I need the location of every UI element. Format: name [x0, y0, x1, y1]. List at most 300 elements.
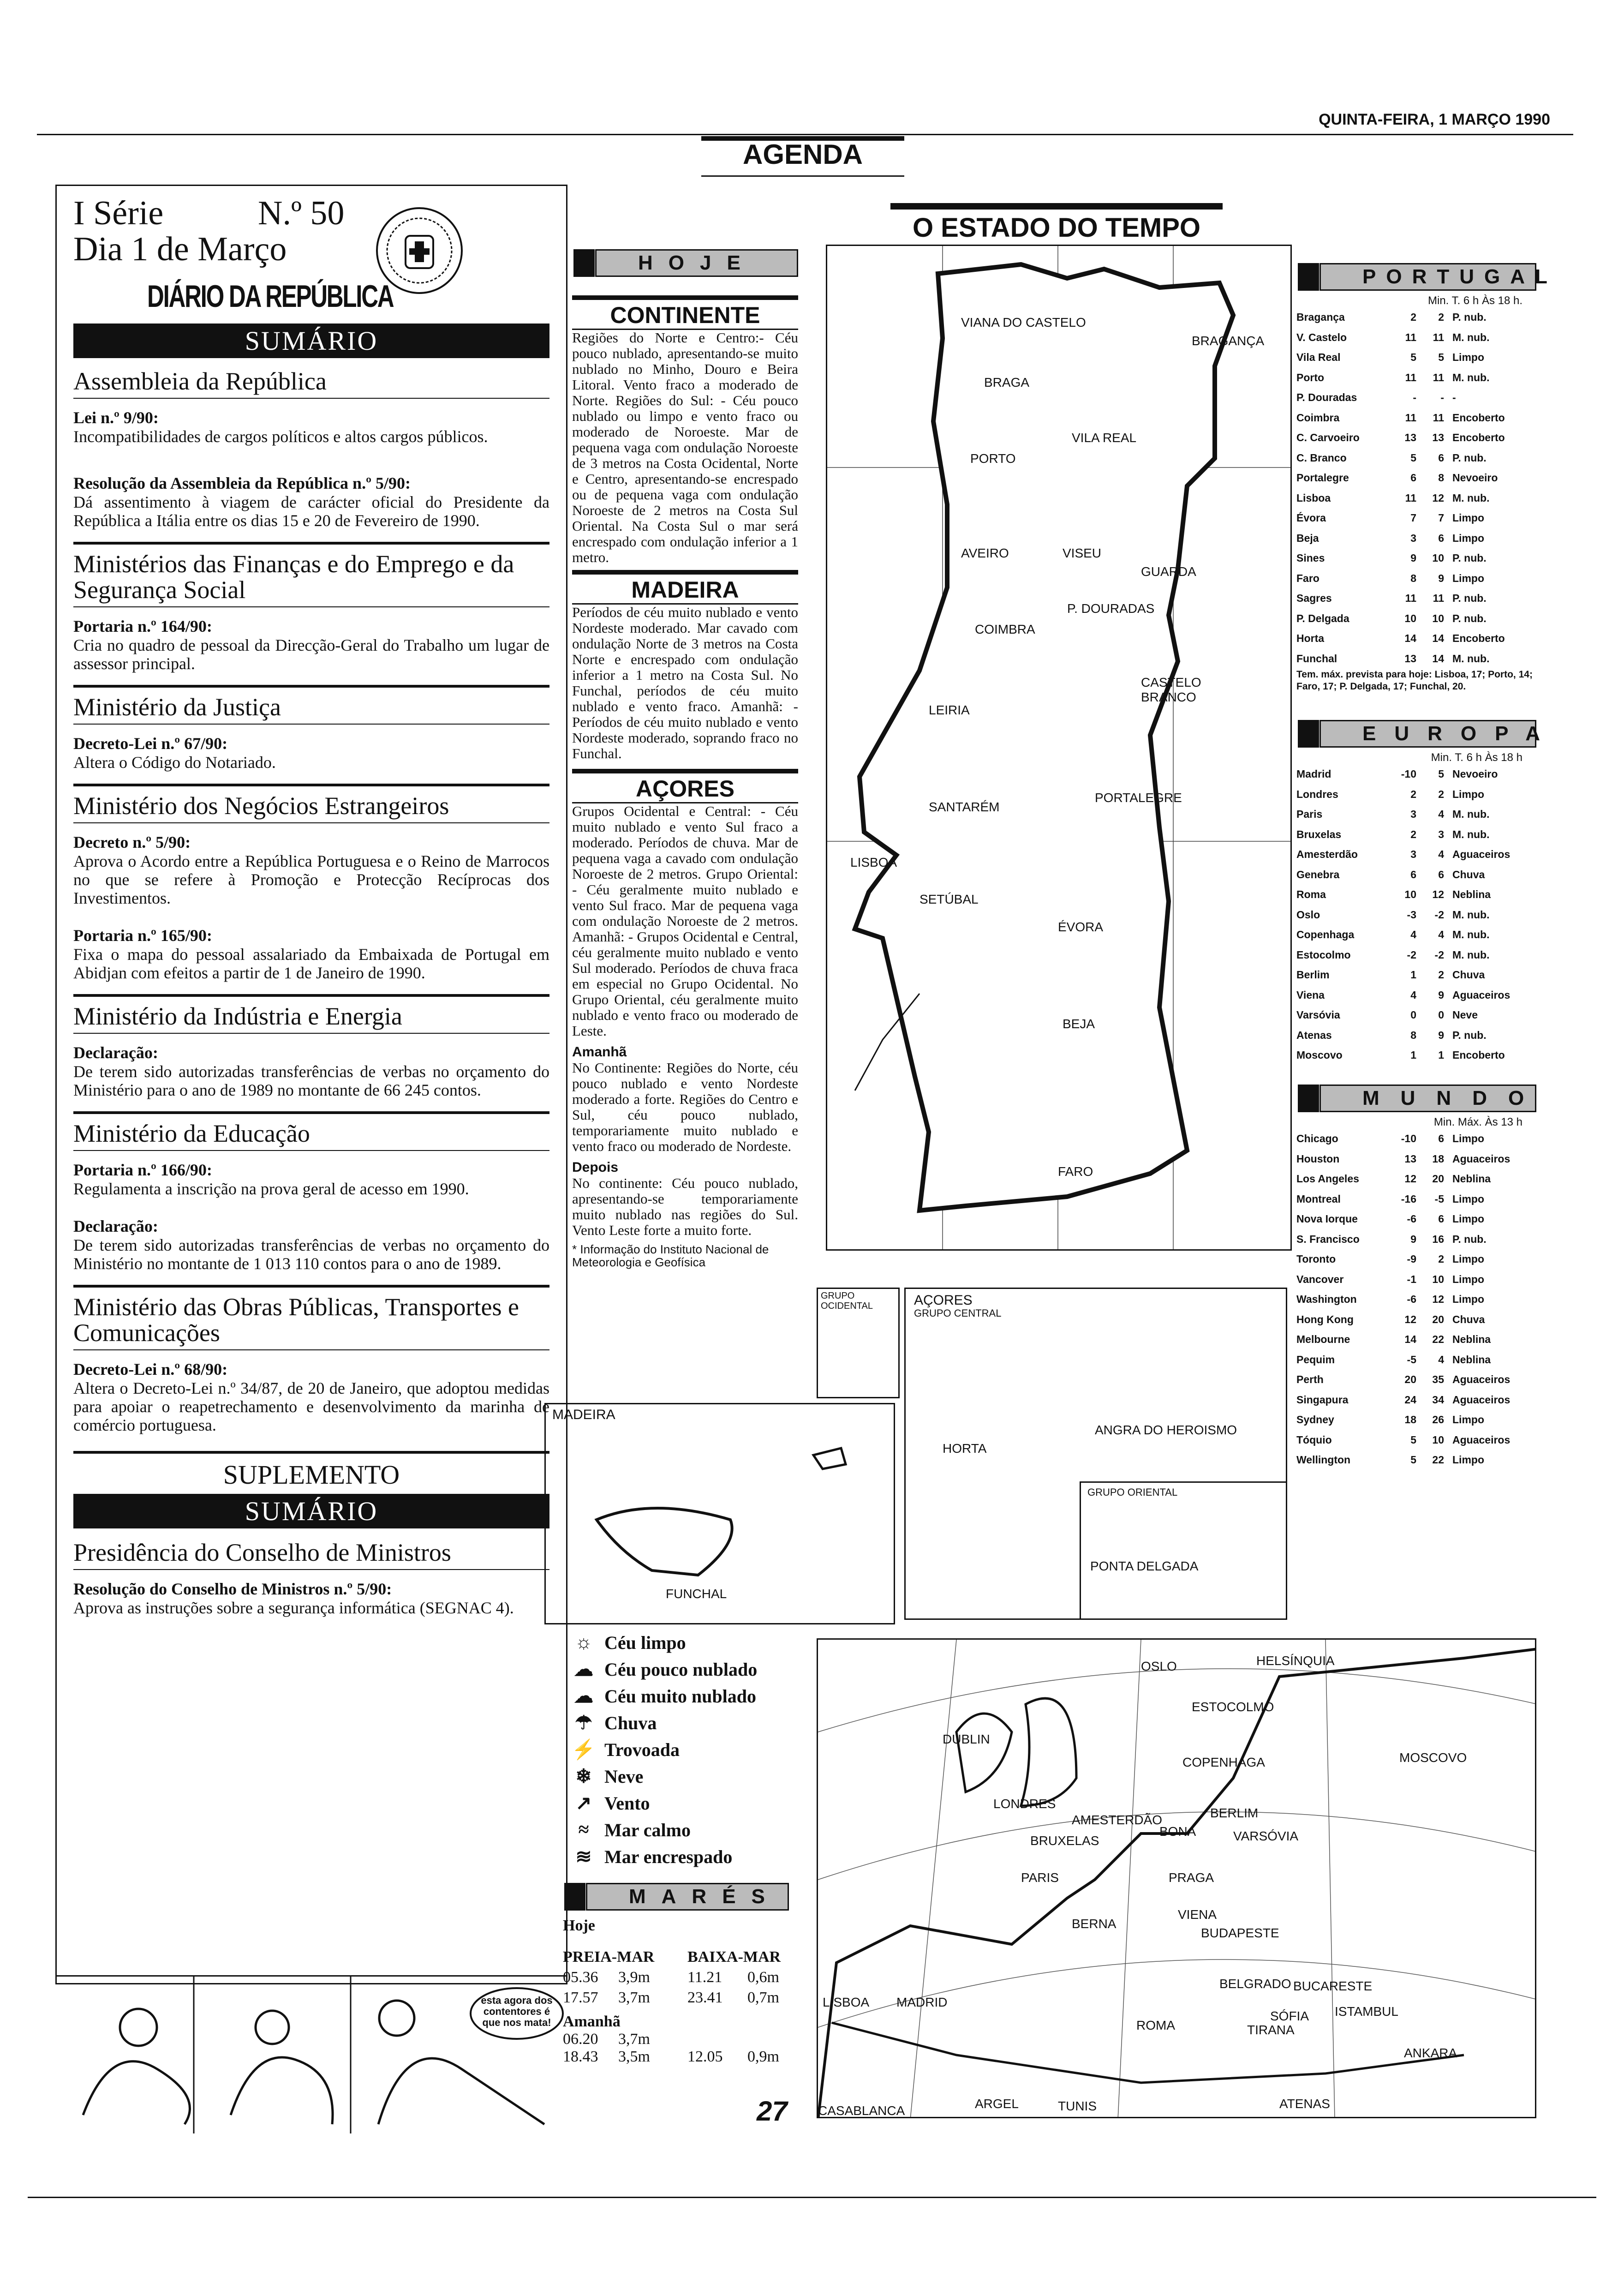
table-row	[1296, 1169, 1536, 1189]
temperature: 10	[1404, 612, 1416, 624]
entry-body: Altera o Código do Notariado.	[73, 753, 276, 772]
city-ankara: ANKARA	[1404, 2046, 1457, 2060]
condition: M. nub.	[1452, 828, 1490, 840]
page-date: QUINTA-FEIRA, 1 MARÇO 1990	[1319, 111, 1550, 128]
tide-row: 17.57 3,7m 23.41 0,7m	[563, 1989, 779, 2006]
section-title: Presidência do Conselho de Ministros	[73, 1533, 549, 1570]
inset-ocidental-label: GRUPO OCIDENTAL	[821, 1291, 873, 1311]
temperature: 10	[1432, 1433, 1444, 1446]
source-note: * Informação do Instituto Nacional de Meteorologia e Geofísica	[572, 1242, 769, 1269]
temperature: 13	[1404, 431, 1416, 443]
condition: P. nub.	[1452, 451, 1487, 464]
temperature: 5	[1410, 1433, 1416, 1446]
city-name: Vancover	[1296, 1273, 1344, 1285]
table-row	[1296, 508, 1536, 528]
city-paris: PARIS	[1021, 1870, 1059, 1885]
place-portalegre: PORTALEGRE	[1095, 791, 1182, 805]
inset-acores-label: AÇORES	[914, 1293, 973, 1308]
temperature: 10	[1432, 1273, 1444, 1285]
entry-head: Portaria n.º 166/90:	[73, 1161, 212, 1179]
legend-item: ≋ Mar encrespado	[563, 1843, 784, 1870]
condition: Limpo	[1452, 1293, 1484, 1305]
city-name: Sydney	[1296, 1414, 1334, 1426]
partly-cloudy-icon: ☁	[574, 1659, 593, 1680]
section-title: Assembleia da República	[73, 362, 549, 399]
inset-oriental-label: GRUPO ORIENTAL	[1087, 1486, 1178, 1498]
temperature: -1	[1407, 1273, 1416, 1285]
section-title: Ministério da Indústria e Energia	[73, 994, 549, 1034]
temperature: 4	[1438, 1353, 1444, 1366]
temperature: 22	[1432, 1454, 1444, 1466]
section-title: AGENDA	[742, 139, 863, 170]
condition: Aguaceiros	[1452, 1433, 1511, 1446]
entry-head: Declaração:	[73, 1043, 158, 1062]
temperature: 5	[1410, 451, 1416, 464]
temperature: 0	[1410, 1009, 1416, 1021]
inset-ponta-delgada: PONTA DELGADA	[1090, 1559, 1199, 1573]
city-name: Wellington	[1296, 1454, 1351, 1466]
condition: P. nub.	[1452, 592, 1487, 604]
condition: Limpo	[1452, 1454, 1484, 1466]
table-note: Tem. máx. prevista para hoje: Lisboa, 17; Porto, 14; Faro, 17; P. Delgada, 17; Funchal, 20.	[1296, 669, 1533, 692]
temperature: 11	[1433, 331, 1444, 343]
city-name: Copenhaga	[1296, 929, 1355, 941]
table-row	[1296, 1310, 1536, 1330]
table-row	[1296, 1270, 1536, 1290]
temperature: 7	[1438, 512, 1444, 524]
temperature: 10	[1432, 552, 1444, 564]
section-educacao	[73, 1111, 549, 1273]
entry-body: De terem sido autorizadas transferências de verbas no orçamento do Ministério para o ano de 1989 no montante de 66 245 contos.	[73, 1062, 549, 1099]
city-lisboa: LISBOA	[823, 1995, 870, 2009]
city-amesterdao: AMESTERDÃO	[1072, 1813, 1163, 1827]
city-bona: BONA	[1159, 1824, 1196, 1839]
table-row	[1296, 368, 1536, 388]
condition: Encoberto	[1452, 1049, 1505, 1061]
temperature: 4	[1410, 989, 1416, 1001]
city-name: Montreal	[1296, 1192, 1341, 1205]
city-name: Estocolmo	[1296, 948, 1351, 961]
section-obras	[73, 1285, 549, 1434]
city-name: Bruxelas	[1296, 828, 1342, 840]
city-name: Los Angeles	[1296, 1173, 1359, 1185]
table-row	[1296, 1370, 1536, 1390]
table-header: Min. T. 6 h Às 18 h.	[1428, 294, 1522, 307]
table-row	[1296, 348, 1536, 368]
snow-icon: ❄	[575, 1766, 592, 1787]
mares-band: MARÉS	[586, 1883, 789, 1911]
condition: M. nub.	[1452, 491, 1490, 504]
city-budapeste: BUDAPESTE	[1201, 1926, 1279, 1940]
legend-item: ⚡ Trovoada	[563, 1736, 784, 1763]
madeira-text: Períodos de céu muito nublado e vento Nordeste moderado. Mar cavado com ondulação Norte de 3 metros na Costa Norte e encrespado com ondulação inferior a 1 metro na Costa Sul. No Funchal, períodos de céu muito nublado e vento fraco. Amanhã: - Períodos de céu muito nublado e vento Nordeste moderado, soprando fraco no Funchal.	[572, 604, 798, 761]
table-row	[1296, 307, 1536, 328]
inset-madeira	[544, 1403, 895, 1624]
temperature: 13	[1404, 652, 1416, 665]
issue-number: N.º 50	[258, 194, 345, 232]
temperature: 6	[1410, 472, 1416, 484]
legend-item: ↗ Vento	[563, 1790, 784, 1816]
page-number: 27	[757, 2096, 788, 2127]
city-name: Portalegre	[1296, 472, 1349, 484]
legend-item: ≈ Mar calmo	[563, 1816, 784, 1843]
temperature: 5	[1438, 768, 1444, 780]
place-braganca: BRAGANÇA	[1192, 334, 1265, 348]
issue-date: Dia 1 de Março	[73, 230, 287, 268]
city-name: Atenas	[1296, 1029, 1332, 1041]
table-row	[1296, 1129, 1536, 1149]
city-name: Houston	[1296, 1152, 1340, 1165]
cartoon-strip	[55, 1975, 567, 2133]
city-name: Perth	[1296, 1373, 1324, 1385]
hoje-band: HOJE	[595, 249, 798, 277]
temperature: -6	[1407, 1213, 1416, 1225]
inset-horta: HORTA	[943, 1441, 987, 1456]
legend-item: ❄ Neve	[563, 1763, 784, 1790]
condition: Limpo	[1452, 532, 1484, 544]
section-estrangeiros	[73, 784, 549, 982]
city-name: Berlim	[1296, 969, 1330, 981]
legend-item: ☼ Céu limpo	[563, 1629, 784, 1656]
table-row	[1296, 925, 1536, 945]
table-row	[1296, 1025, 1536, 1046]
diario-title: DIÁRIO DA REPÚBLICA	[147, 279, 394, 314]
city-atenas: ATENAS	[1279, 2097, 1330, 2111]
condition: Aguaceiros	[1452, 848, 1511, 860]
inset-funchal: FUNCHAL	[666, 1587, 727, 1601]
serie-label: I Série	[73, 194, 164, 232]
city-name: Pequim	[1296, 1353, 1335, 1366]
temperature: 1	[1410, 969, 1416, 981]
table-row	[1296, 1229, 1536, 1250]
condition: P. nub.	[1452, 1029, 1487, 1041]
condition: Limpo	[1452, 788, 1484, 800]
entry-body: Dá assentimento à viagem de carácter oficial do Presidente da República a Itália entre os dias 15 e 20 de Fevereiro de 1990.	[73, 493, 549, 530]
section-assembleia	[73, 362, 549, 530]
table-row	[1296, 865, 1536, 885]
sun-icon: ☼	[574, 1632, 593, 1653]
condition: M. nub.	[1452, 371, 1490, 383]
temperature: 13	[1432, 431, 1444, 443]
condition: M. nub.	[1452, 331, 1490, 343]
temperature: 13	[1404, 1152, 1416, 1165]
table-europa	[1296, 720, 1558, 1066]
tide-row: 06.20 3,7m	[563, 2031, 650, 2048]
table-row	[1296, 428, 1536, 448]
table-row	[1296, 1289, 1536, 1310]
temperature: 9	[1438, 989, 1444, 1001]
table-row	[1296, 1045, 1536, 1066]
section-title: Ministérios das Finanças e do Emprego e da Segurança Social	[73, 542, 549, 607]
place-guarda: GUARDA	[1141, 564, 1196, 579]
temperature: 12	[1404, 1313, 1416, 1325]
temperature: -2	[1407, 948, 1416, 961]
city-name: Singapura	[1296, 1393, 1349, 1406]
thunder-icon: ⚡	[571, 1739, 596, 1761]
city-name: Beja	[1296, 532, 1319, 544]
table-row	[1296, 804, 1536, 825]
section-title: Ministério da Justiça	[73, 685, 549, 725]
entry-head: Portaria n.º 165/90:	[73, 926, 212, 945]
legend-item: ☁ Céu muito nublado	[563, 1683, 784, 1709]
place-viana: VIANA DO CASTELO	[961, 315, 1086, 330]
entry-head: Declaração:	[73, 1217, 158, 1235]
city-name: Tóquio	[1296, 1433, 1332, 1446]
city-estocolmo: ESTOCOLMO	[1192, 1700, 1274, 1714]
table-row	[1296, 609, 1536, 629]
condition: P. nub.	[1452, 612, 1487, 624]
city-name: Évora	[1296, 512, 1326, 524]
temperature: 2	[1438, 311, 1444, 323]
portugal-band: PORTUGAL	[1320, 263, 1536, 291]
sumario-bar: SUMÁRIO	[73, 324, 549, 358]
city-name: Paris	[1296, 808, 1323, 820]
temperature: 11	[1433, 592, 1444, 604]
condition: M. nub.	[1452, 948, 1490, 961]
calm-sea-icon: ≈	[578, 1819, 589, 1840]
place-castelo-branco: CASTELO BRANCO	[1141, 675, 1201, 704]
temperature: 5	[1410, 1454, 1416, 1466]
city-tunis: TUNIS	[1058, 2099, 1097, 2113]
temperature: 6	[1438, 451, 1444, 464]
condition: Chuva	[1452, 1313, 1485, 1325]
temperature: -10	[1401, 1133, 1416, 1144]
entry-body: Aprova as instruções sobre a segurança informática (SEGNAC 4).	[73, 1599, 514, 1617]
city-argel: ARGEL	[975, 2097, 1019, 2111]
condition: Neblina	[1452, 1353, 1491, 1366]
temperature: 8	[1438, 472, 1444, 484]
temperature: 2	[1410, 311, 1416, 323]
condition: Neve	[1452, 1009, 1478, 1021]
city-name: C. Branco	[1296, 451, 1347, 464]
condition: Nevoeiro	[1452, 768, 1498, 780]
condition: Chuva	[1452, 868, 1485, 881]
temperature: 5	[1410, 351, 1416, 363]
table-row	[1296, 1330, 1536, 1350]
place-vila-real: VILA REAL	[1072, 431, 1137, 445]
speech-bubble: esta agora dos contentores é que nos mata!	[481, 1995, 553, 2028]
entry-head: Decreto n.º 5/90:	[73, 833, 191, 851]
temperature: 20	[1432, 1313, 1444, 1325]
temperature: 8	[1410, 1029, 1416, 1041]
table-row	[1296, 448, 1536, 468]
portugal-map	[826, 245, 1292, 1251]
city-madrid: MADRID	[896, 1995, 948, 2009]
temperature: 11	[1405, 491, 1416, 504]
entry-body: Fixa o mapa do pessoal assalariado da Embaixada de Portugal em Abidjan com efeitos a partir de 1 de Janeiro de 1990.	[73, 945, 549, 982]
table-row	[1296, 1450, 1536, 1470]
condition: Limpo	[1452, 1213, 1484, 1225]
temperature: 12	[1432, 1293, 1444, 1305]
tides-tomorrow: Amanhã	[563, 2013, 621, 2030]
entry-head: Resolução do Conselho de Ministros n.º 5/90:	[73, 1580, 392, 1598]
condition: Limpo	[1452, 1192, 1484, 1205]
temperature: 2	[1410, 788, 1416, 800]
continente-text: Regiões do Norte e Centro:- Céu pouco nublado, apresentando-se muito nublado no Minho, Douro e Beira Litoral. Vento fraco a moderado de Norte. Regiões do Sul: - Céu pouco nublado ou limpo e vento fraco ou moderado de Noroeste. Mar de pequena vaga com ondulação Noroeste de 3 metros na Costa Ocidental, Norte e Centro, apresentando-se encrespado ou de pequena vaga com ondulação Noroeste de 2 metros na Costa Sul Oriental. Na Costa Sul o mar será encrespado com ondulação inferior a 1 metro.	[572, 330, 798, 565]
temperature: 35	[1432, 1373, 1444, 1385]
place-porto: PORTO	[970, 451, 1016, 466]
table-row	[1296, 945, 1536, 965]
entry-head: Portaria n.º 164/90:	[73, 617, 212, 635]
condition: M. nub.	[1452, 929, 1490, 941]
temperature: -	[1413, 391, 1416, 403]
entry-head: Decreto-Lei n.º 67/90:	[73, 734, 228, 753]
condition: M. nub.	[1452, 808, 1490, 820]
temperature: -10	[1401, 768, 1416, 780]
city-name: P. Douradas	[1296, 391, 1357, 403]
city-name: Bragança	[1296, 311, 1345, 323]
temperature: 3	[1410, 808, 1416, 820]
temperature: 2	[1410, 828, 1416, 840]
wind-icon: ↗	[575, 1793, 592, 1814]
temperature: 6	[1410, 868, 1416, 881]
table-row	[1296, 905, 1536, 925]
diario-summary-box	[55, 185, 567, 1984]
city-dublin: DUBLIN	[943, 1732, 990, 1746]
condition: Nevoeiro	[1452, 472, 1498, 484]
madeira-title: MADEIRA	[572, 570, 798, 605]
tide-row: 18.43 3,5m 12.05 0,9m	[563, 2048, 779, 2065]
table-row	[1296, 388, 1536, 408]
temperature: 2	[1438, 788, 1444, 800]
table-row	[1296, 569, 1536, 589]
table-rows	[1296, 307, 1536, 669]
city-name: Viena	[1296, 989, 1325, 1001]
table-row	[1296, 965, 1536, 985]
table-row	[1296, 1209, 1536, 1229]
agenda-rule	[701, 175, 904, 177]
table-row	[1296, 588, 1536, 609]
mundo-band: MUNDO	[1320, 1085, 1536, 1112]
continente-title: CONTINENTE	[572, 295, 798, 330]
city-londres: LONDRES	[993, 1797, 1056, 1811]
condition: Neblina	[1452, 888, 1491, 900]
depois-text: No continente: Céu pouco nublado, apresentando-se temporariamente muito nublado nas regiões do Sul. Vento Leste forte a muito forte.	[572, 1175, 798, 1238]
city-name: P. Delgada	[1296, 612, 1349, 624]
city-name: Lisboa	[1296, 491, 1331, 504]
temperature: 9	[1410, 1233, 1416, 1245]
place-santarem: SANTARÉM	[929, 800, 1000, 814]
condition: Aguaceiros	[1452, 1393, 1511, 1406]
city-helsinquia: HELSÍNQUIA	[1256, 1654, 1335, 1668]
table-mundo	[1296, 1085, 1546, 1470]
table-row	[1296, 1149, 1536, 1169]
city-name: Funchal	[1296, 652, 1337, 665]
place-faro: FARO	[1058, 1164, 1093, 1179]
section-title: Ministério dos Negócios Estrangeiros	[73, 784, 549, 823]
condition: Limpo	[1452, 351, 1484, 363]
temperature: 4	[1438, 848, 1444, 860]
city-name: Genebra	[1296, 868, 1340, 881]
footer-rule	[28, 2197, 1596, 2198]
table-row	[1296, 985, 1536, 1006]
city-name: Vila Real	[1296, 351, 1341, 363]
table-row	[1296, 1005, 1536, 1025]
legend-item: ☂ Chuva	[563, 1709, 784, 1736]
city-name: Sines	[1296, 552, 1325, 564]
condition: Limpo	[1452, 1253, 1484, 1265]
condition: P. nub.	[1452, 552, 1487, 564]
city-bucareste: BUCARESTE	[1293, 1979, 1373, 1993]
temperature: 8	[1410, 572, 1416, 584]
city-name: Coimbra	[1296, 411, 1340, 424]
condition: Aguaceiros	[1452, 1152, 1511, 1165]
header-rule	[37, 134, 1573, 135]
condition: Neblina	[1452, 1173, 1491, 1185]
suplemento-title: SUPLEMENTO	[73, 1451, 549, 1490]
temperature: 3	[1438, 828, 1444, 840]
city-oslo: OSLO	[1141, 1659, 1177, 1673]
entry-body: Incompatibilidades de cargos políticos e altos cargos públicos.	[73, 427, 488, 446]
inset-central-label: GRUPO CENTRAL	[914, 1307, 1002, 1319]
temperature: 12	[1432, 491, 1444, 504]
temperature: -6	[1407, 1293, 1416, 1305]
temperature: 16	[1432, 1233, 1444, 1245]
section-title: Ministério da Educação	[73, 1111, 549, 1151]
table-rows	[1296, 1129, 1536, 1470]
city-berlim: BERLIM	[1210, 1806, 1259, 1820]
city-name: Madrid	[1296, 768, 1331, 780]
acores-text: Grupos Ocidental e Central: - Céu muito nublado e vento Sul fraco a moderado. Períodos de chuva. Mar de pequena vaga a cavado com ondulação Noroeste de 2 metros. Grupo Oriental: - Céu geralmente muito nublado e vento Sul fraco. Mar de pequena vaga com ondulação Noroeste de 2 metros. Amanhã: - Grupos Ocidental e Central, céu geralmente muito nublado e vento Sul moderado. Períodos de chuva fraca em especial no Grupo Ocidental. No Grupo Oriental, céu geralmente muito nublado e vento fraco ou moderado de Leste.	[572, 803, 798, 1039]
temperature: -5	[1434, 1192, 1444, 1205]
entry-body: Aprova o Acordo entre a República Portuguesa e o Reino de Marrocos no que se refere à Promoção e Protecção Recíprocas dos Investimentos.	[73, 852, 549, 907]
entry-head: Lei n.º 9/90:	[73, 408, 159, 427]
temperature: 11	[1405, 411, 1416, 424]
condition: Limpo	[1452, 1414, 1484, 1426]
condition: M. nub.	[1452, 652, 1490, 665]
city-name: Londres	[1296, 788, 1338, 800]
temperature: 9	[1438, 572, 1444, 584]
city-belgrado: BELGRADO	[1219, 1977, 1291, 1991]
condition: Chuva	[1452, 969, 1485, 981]
city-copenhaga: COPENHAGA	[1182, 1755, 1265, 1769]
section-industria	[73, 994, 549, 1099]
inset-angra: ANGRA DO HEROISMO	[1095, 1423, 1237, 1437]
temperature: -9	[1407, 1253, 1416, 1265]
city-name: Horta	[1296, 632, 1325, 644]
table-row	[1296, 328, 1536, 348]
table-row	[1296, 845, 1536, 865]
temperature: 6	[1438, 532, 1444, 544]
condition: Encoberto	[1452, 411, 1505, 424]
temperature: 12	[1404, 1173, 1416, 1185]
temperature: 4	[1410, 929, 1416, 941]
city-name: Chicago	[1296, 1133, 1338, 1144]
temperature: 11	[1405, 592, 1416, 604]
temperature: 10	[1404, 888, 1416, 900]
temperature: 11	[1433, 411, 1444, 424]
temperature: 20	[1404, 1373, 1416, 1385]
city-casablanca: CASABLANCA	[818, 2103, 905, 2118]
city-berna: BERNA	[1072, 1917, 1116, 1931]
depois-title: Depois	[572, 1160, 619, 1175]
place-braga: BRAGA	[984, 375, 1030, 389]
europe-map	[817, 1638, 1536, 2118]
condition: Encoberto	[1452, 632, 1505, 644]
inset-oriental	[1080, 1481, 1287, 1620]
temperature: 2	[1438, 1253, 1444, 1265]
condition: Limpo	[1452, 1273, 1484, 1285]
temperature: -16	[1401, 1192, 1416, 1205]
condition: Encoberto	[1452, 431, 1505, 443]
temperature: 14	[1404, 632, 1416, 644]
temperature: 24	[1404, 1393, 1416, 1406]
city-tirana: TIRANA	[1247, 2023, 1295, 2037]
entry-body: Cria no quadro de pessoal da Direcção-Geral do Trabalho um lugar de assessor principal.	[73, 636, 549, 673]
city-name: Varsóvia	[1296, 1009, 1340, 1021]
city-bruxelas: BRUXELAS	[1030, 1834, 1099, 1848]
temperature: 2	[1438, 969, 1444, 981]
